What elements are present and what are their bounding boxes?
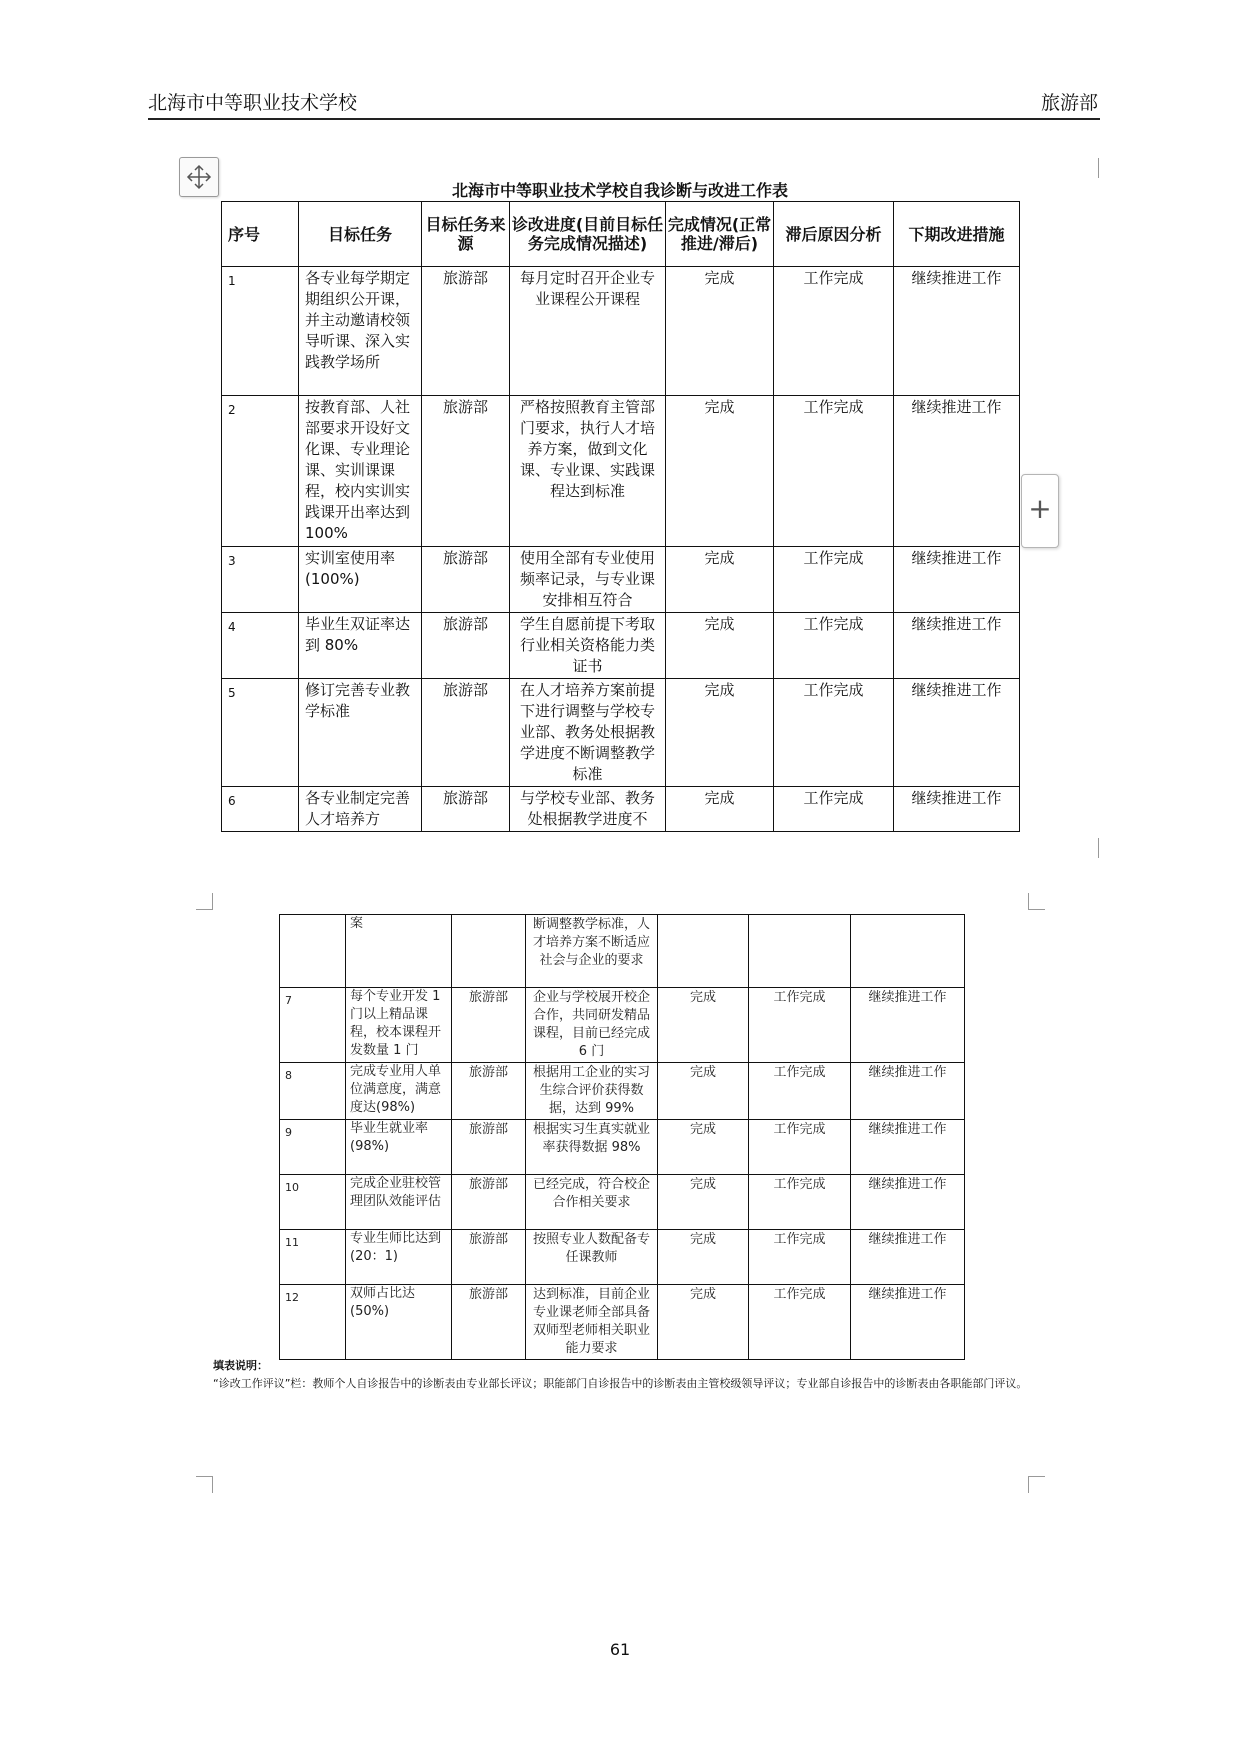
cell-no: 2 (222, 396, 299, 547)
cell-task: 专业生师比达到(20：1) (346, 1230, 452, 1285)
cell-task: 每个专业开发 1 门以上精品课程，校本课程开发数量 1 门 (346, 988, 452, 1063)
cell-reason: 工作完成 (774, 679, 894, 787)
cell-measure: 继续推进工作 (851, 1175, 965, 1230)
cell-status: 完成 (658, 988, 749, 1063)
crop-mark (1098, 158, 1099, 178)
cell-task: 双师占比达(50%) (346, 1285, 452, 1360)
col-header-reason: 滞后原因分析 (774, 202, 894, 267)
table-row (222, 547, 1020, 613)
crop-mark (196, 1476, 213, 1493)
cell-reason: 工作完成 (749, 988, 851, 1063)
table-row (280, 988, 965, 1063)
cell-measure: 继续推进工作 (894, 787, 1020, 832)
cell-measure: 继续推进工作 (894, 396, 1020, 547)
cell-progress: 根据用工企业的实习生综合评价获得数据，达到 99% (526, 1063, 658, 1120)
cell-reason: 工作完成 (774, 613, 894, 679)
cell-task: 案 (346, 915, 452, 988)
table-row (280, 1175, 965, 1230)
cell-source: 旅游部 (422, 267, 510, 396)
cell-status: 完成 (666, 613, 774, 679)
cell-source: 旅游部 (422, 679, 510, 787)
cell-source: 旅游部 (452, 1230, 526, 1285)
cell-status: 完成 (658, 1285, 749, 1360)
cell-task: 各专业制定完善人才培养方 (299, 787, 422, 832)
cell-no (280, 915, 346, 988)
cell-task: 按教育部、人社部要求开设好文化课、专业理论课、实训课课程，校内实训实践课开出率达到 100% (299, 396, 422, 547)
col-header-task: 目标任务 (299, 202, 422, 267)
cell-no: 8 (280, 1063, 346, 1120)
table-header-row (222, 202, 1020, 267)
cell-task: 完成企业驻校管理团队效能评估 (346, 1175, 452, 1230)
crop-mark (196, 893, 213, 910)
cell-status: 完成 (666, 679, 774, 787)
table-row-continued (280, 915, 965, 988)
cell-progress: 根据实习生真实就业率获得数据 98% (526, 1120, 658, 1175)
diagnosis-table-continued (279, 914, 965, 1360)
cell-measure: 继续推进工作 (851, 1285, 965, 1360)
page-number: 61 (609, 1640, 631, 1659)
cell-task: 毕业生就业率(98%) (346, 1120, 452, 1175)
cell-reason: 工作完成 (749, 1230, 851, 1285)
table-row (222, 787, 1020, 832)
header-school: 北海市中等职业技术学校 (148, 92, 358, 114)
cell-status: 完成 (666, 787, 774, 832)
col-header-status: 完成情况(正常推进/滞后) (666, 202, 774, 267)
notes-label: 填表说明： (213, 1359, 268, 1372)
col-header-source: 目标任务来源 (422, 202, 510, 267)
cell-no: 10 (280, 1175, 346, 1230)
cell-progress: 企业与学校展开校企合作，共同研发精品课程，目前已经完成 6 门 (526, 988, 658, 1063)
cell-measure (851, 915, 965, 988)
cell-progress: 学生自愿前提下考取行业相关资格能力类证书 (510, 613, 666, 679)
cell-source: 旅游部 (422, 396, 510, 547)
table-row (222, 613, 1020, 679)
cell-status: 完成 (658, 1175, 749, 1230)
cell-progress: 每月定时召开企业专业课程公开课程 (510, 267, 666, 396)
cell-progress: 断调整教学标准，人才培养方案不断适应社会与企业的要求 (526, 915, 658, 988)
crop-mark (1098, 838, 1099, 858)
cell-no: 6 (222, 787, 299, 832)
table-move-handle[interactable] (179, 157, 219, 197)
cell-status: 完成 (658, 1120, 749, 1175)
table-row (280, 1063, 965, 1120)
cell-reason: 工作完成 (749, 1063, 851, 1120)
table-row (222, 396, 1020, 547)
cell-task: 毕业生双证率达到 80% (299, 613, 422, 679)
cell-source: 旅游部 (422, 613, 510, 679)
cell-reason: 工作完成 (749, 1120, 851, 1175)
cell-no: 7 (280, 988, 346, 1063)
cell-progress: 达到标准，目前企业专业课老师全部具备双师型老师相关职业能力要求 (526, 1285, 658, 1360)
cell-source (452, 915, 526, 988)
cell-task: 各专业每学期定期组织公开课，并主动邀请校领导听课、深入实践教学场所 (299, 267, 422, 396)
notes-text: “诊改工作评议”栏：教师个人自诊报告中的诊断表由专业部长评议；职能部门自诊报告中的诊断表由主管校级领导评议；专业部自诊报告中的诊断表由各职能部门评议。 (213, 1377, 1028, 1390)
cell-measure: 继续推进工作 (851, 1120, 965, 1175)
cell-status: 完成 (666, 547, 774, 613)
cell-source: 旅游部 (422, 547, 510, 613)
cell-no: 11 (280, 1230, 346, 1285)
cell-reason: 工作完成 (774, 547, 894, 613)
cell-reason: 工作完成 (774, 396, 894, 547)
cell-reason: 工作完成 (774, 267, 894, 396)
cell-measure: 继续推进工作 (851, 1063, 965, 1120)
cell-progress: 严格按照教育主管部门要求，执行人才培养方案，做到文化课、专业课、实践课程达到标准 (510, 396, 666, 547)
cell-status: 完成 (666, 396, 774, 547)
crop-mark (1028, 893, 1045, 910)
cell-measure: 继续推进工作 (851, 1230, 965, 1285)
cell-measure: 继续推进工作 (851, 988, 965, 1063)
cell-no: 3 (222, 547, 299, 613)
cell-source: 旅游部 (452, 988, 526, 1063)
cell-status: 完成 (658, 1230, 749, 1285)
cell-source: 旅游部 (452, 1063, 526, 1120)
move-icon (185, 163, 213, 191)
plus-icon: + (1028, 492, 1052, 525)
add-row-button[interactable] (1021, 474, 1059, 548)
cell-no: 5 (222, 679, 299, 787)
cell-task: 完成专业用人单位满意度，满意度达(98%) (346, 1063, 452, 1120)
cell-progress: 按照专业人数配备专任课教师 (526, 1230, 658, 1285)
cell-progress: 与学校专业部、教务处根据教学进度不 (510, 787, 666, 832)
cell-source: 旅游部 (422, 787, 510, 832)
cell-progress: 已经完成，符合校企合作相关要求 (526, 1175, 658, 1230)
cell-measure: 继续推进工作 (894, 547, 1020, 613)
table-row (280, 1285, 965, 1360)
cell-no: 1 (222, 267, 299, 396)
page-header (148, 86, 1100, 120)
form-notes (213, 1357, 1033, 1393)
col-header-progress: 诊改进度(目前目标任务完成情况描述) (510, 202, 666, 267)
cell-no: 9 (280, 1120, 346, 1175)
cell-source: 旅游部 (452, 1175, 526, 1230)
cell-no: 4 (222, 613, 299, 679)
crop-mark (1028, 1476, 1045, 1493)
table-row (222, 679, 1020, 787)
cell-reason: 工作完成 (749, 1285, 851, 1360)
cell-source: 旅游部 (452, 1285, 526, 1360)
cell-measure: 继续推进工作 (894, 267, 1020, 396)
col-header-no: 序号 (222, 202, 299, 267)
table-row (280, 1230, 965, 1285)
table-title: 北海市中等职业技术学校自我诊断与改进工作表 (451, 181, 788, 200)
cell-task: 修订完善专业教学标准 (299, 679, 422, 787)
diagnosis-table (221, 201, 1020, 832)
cell-status (658, 915, 749, 988)
cell-reason: 工作完成 (749, 1175, 851, 1230)
table-row (280, 1120, 965, 1175)
cell-task: 实训室使用率(100%) (299, 547, 422, 613)
cell-reason: 工作完成 (774, 787, 894, 832)
cell-source: 旅游部 (452, 1120, 526, 1175)
cell-no: 12 (280, 1285, 346, 1360)
cell-status: 完成 (658, 1063, 749, 1120)
cell-progress: 使用全部有专业使用频率记录，与专业课安排相互符合 (510, 547, 666, 613)
cell-measure: 继续推进工作 (894, 679, 1020, 787)
table-row (222, 267, 1020, 396)
cell-reason (749, 915, 851, 988)
col-header-measure: 下期改进措施 (894, 202, 1020, 267)
header-department: 旅游部 (1040, 92, 1098, 114)
cell-measure: 继续推进工作 (894, 613, 1020, 679)
cell-status: 完成 (666, 267, 774, 396)
cell-progress: 在人才培养方案前提下进行调整与学校专业部、教务处根据教学进度不断调整教学标准 (510, 679, 666, 787)
